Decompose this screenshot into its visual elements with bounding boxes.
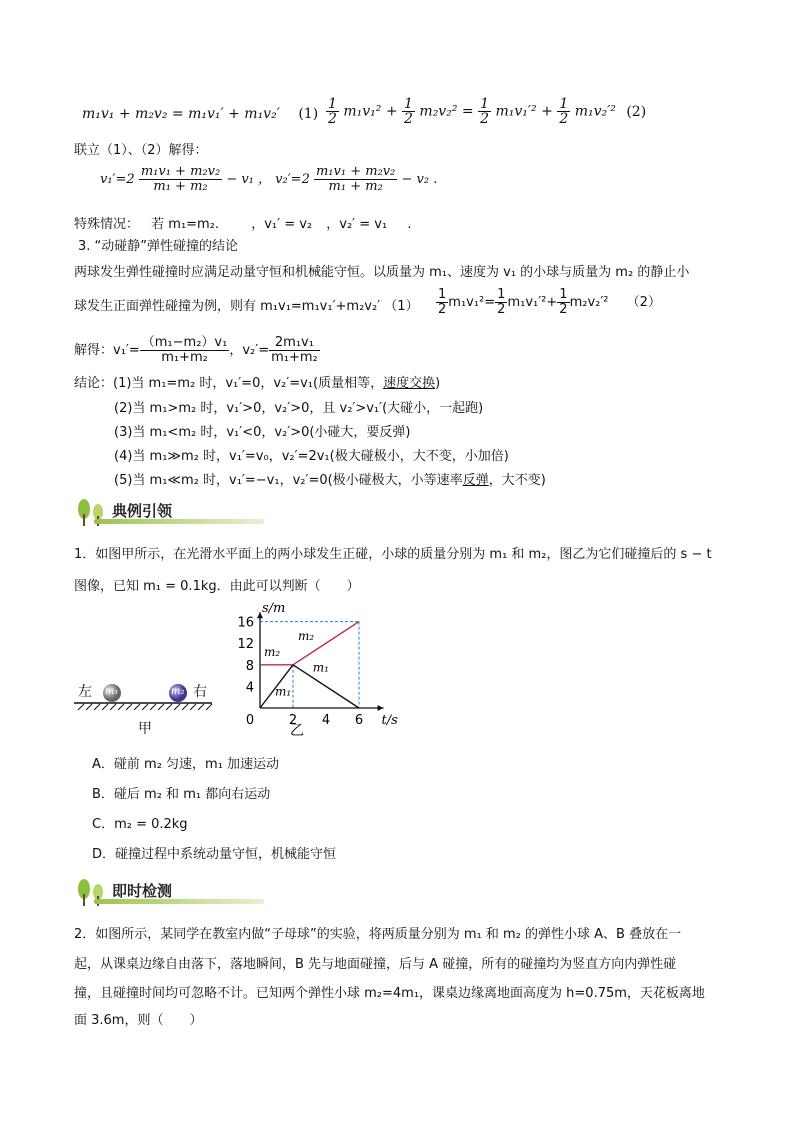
eq1-tag: (1) [298, 106, 319, 122]
v2-frac: $\frac{\text{2m₁v₁}}{\text{m₁+m₂}}$ [271, 335, 318, 365]
special-r1: ，v₁′ = v₂ [251, 217, 313, 232]
solution2-label: 解得： [74, 343, 114, 358]
y-tick-label: 8 [245, 658, 254, 674]
separator: ， [229, 343, 243, 358]
eq-tag: （2） [626, 295, 661, 310]
section-banner-examples [74, 496, 264, 528]
x-tick-label: 2 [288, 713, 298, 728]
eq2-term3: m₁v₁′² [495, 103, 537, 120]
half-frac: $\frac{1}{2}$ [497, 287, 506, 317]
special-end: . [407, 217, 412, 232]
conclusion-5: (5)当 m₁≪m₂ 时，v₁′=−v₁，v₂′=0(极小碰极大，小等速率反弹，大不变) [114, 473, 546, 488]
ball2-label: m₂ [171, 686, 185, 697]
eq2-tag: (2) [626, 103, 647, 120]
section3-energy-eq [436, 288, 661, 317]
special-r2: ，v₂′ = v₁ [326, 217, 388, 232]
x-axis-arrow [378, 705, 384, 711]
half-frac: $\frac{1}{2}$ [480, 96, 490, 127]
x-tick-label: 0 [245, 713, 255, 728]
conclusion-4: (4)当 m₁≫m₂ 时，v₁′=v₀，v₂′=2v₁(极大碰极小，大不变，小加倍) [114, 449, 509, 464]
y-tick-label: 4 [245, 680, 254, 696]
section3-title: 3. “动碰静”弹性碰撞的结论 [78, 239, 239, 254]
solution2 [74, 336, 320, 365]
special-label: 特殊情况： [74, 217, 140, 232]
section3-paragraph-line2: 球发生正面弹性碰撞为例，则有 m₁v₁=m₁v₁′+m₂v₂′ （1） [74, 299, 419, 314]
x-axis-label: t/s [381, 713, 398, 728]
conclusion-2: (2)当 m₁>m₂ 时，v₁′>0，v₂′>0，且 v₂′>v₁′(大碰小，一起跑) [114, 401, 484, 416]
v2-frac: $\frac{\text{m₁v₁ + m₂v₂}}{\text{m₁ + m₂}}$ [315, 164, 396, 194]
x-tick-label: 4 [321, 713, 331, 728]
q1-option-b[interactable]: B．碰后 m₂ 和 m₁ 都向右运动 [92, 787, 271, 802]
half-frac: $\frac{1}{2}$ [559, 96, 569, 127]
caption-yi: 乙 [290, 723, 304, 739]
eq-term1: m₁v₁²= [448, 295, 496, 310]
series-label: m₁ [275, 684, 292, 699]
eq1-text: m₁v₁ + m₂v₂ = m₁v₁′ + m₁v₂′ [82, 106, 280, 122]
q1-text-line2: 图像，已知 m₁ = 0.1kg．由此可以判断（ ） [74, 579, 360, 594]
v2-lhs: v₂′= [242, 343, 270, 358]
caption-jia: 甲 [138, 721, 152, 737]
section-banner-quiz [74, 876, 264, 908]
eq2-term4: m₁v₂′² [574, 103, 616, 120]
eq-term3: m₂v₂′² [569, 295, 609, 310]
half-frac: $\frac{1}{2}$ [559, 287, 568, 317]
q1-text-line1: 1．如图甲所示，在光滑水平面上的两小球发生正碰，小球的质量分别为 m₁ 和 m₂，图乙为它们碰撞后的 s − t [74, 547, 712, 562]
v1-tail: − v₁ ， [226, 172, 272, 187]
v1-lhs: v₁′=2 [100, 172, 135, 187]
eq2-term1: m₁v₁² [343, 103, 382, 120]
conclusion-1: 结论：(1)当 m₁=m₂ 时，v₁′=0，v₂′=v₁(质量相等，速度交换) [74, 376, 441, 391]
q2-text-line1: 2．如图所示，某同学在教室内做“子母球”的实验，将两质量分别为 m₁ 和 m₂ 的弹性小球 A、B 叠放在一 [74, 927, 682, 942]
q1-option-d[interactable]: D．碰撞过程中系统动量守恒，机械能守恒 [92, 847, 337, 862]
q1-option-a[interactable]: A．碰前 m₂ 匀速，m₁ 加速运动 [92, 757, 280, 772]
section3-paragraph-line1: 两球发生弹性碰撞时应满足动量守恒和机械能守恒。以质量为 m₁、速度为 v₁ 的小球与质量为 m₂ 的静止小 [74, 265, 690, 280]
st-graph [226, 601, 398, 738]
solution1-formula [100, 165, 437, 194]
v2-lhs: v₂′=2 [275, 172, 310, 187]
series-label: m₂ [264, 645, 281, 660]
eq2-term2: m₂v₂² [419, 103, 458, 120]
q2-text-line2: 起，从课桌边缘自由落下，落地瞬间，B 先与地面碰撞，后与 A 碰撞，所有的碰撞均为竖直方向内弹性碰 [74, 957, 677, 972]
x-tick-label: 6 [354, 713, 364, 728]
series-label: m₁ [312, 660, 330, 675]
conclusion-3: (3)当 m₁<m₂ 时，v₁′<0，v₂′>0(小碰大，要反弹) [114, 425, 411, 440]
q1-option-c[interactable]: C．m₂ = 0.2kg [92, 817, 188, 832]
solve-intro: 联立（1）、（2）解得： [74, 143, 208, 158]
banner-label: 典例引领 [112, 502, 173, 520]
fig-right-label: 右 [193, 684, 207, 700]
half-frac: $\frac{1}{2}$ [438, 287, 447, 317]
special-case [74, 216, 411, 234]
v1-lhs: v₁′= [113, 343, 140, 358]
y-tick-label: 12 [237, 637, 254, 653]
q2-text-line4: 面 3.6m，则（ ） [74, 1013, 203, 1028]
fig-left-label: 左 [78, 684, 92, 700]
half-frac: $\frac{1}{2}$ [328, 96, 337, 127]
momentum-equation [82, 106, 318, 122]
eq-term2: m₁v₁′²+ [507, 295, 558, 310]
v1-frac: $\frac{\text{m₁v₁ + m₂v₂}}{\text{m₁ + m₂}}$ [140, 164, 221, 194]
series-label: m₂ [297, 628, 315, 643]
banner-label: 即时检测 [112, 882, 173, 900]
special-cond: 若 m₁=m₂. [151, 217, 220, 232]
y-axis-label: s/m [262, 601, 286, 617]
y-tick-label: 16 [237, 615, 254, 631]
ball1-label: m₁ [105, 686, 119, 697]
energy-equation: $\frac{1}{2}$ m₁v₁² + $\frac{1}{2}$ m₂v₂² = $\frac{1}{2}$ m₁v₁′² + $\frac{1}{2}$ m₁v₂′² (2) [328, 96, 647, 127]
q2-text-line3: 撞，且碰撞时间均可忽略不计。已知两个弹性小球 m₂=4m₁，课桌边缘离地面高度为 h=0.75m，天花板离地 [74, 986, 705, 1001]
v1-frac: $\frac{\text{（m₁−m₂）v₁}}{\text{m₁+m₂}}$ [141, 335, 228, 365]
half-frac: $\frac{1}{2}$ [404, 96, 413, 127]
v2-tail: − v₂ . [401, 172, 438, 187]
